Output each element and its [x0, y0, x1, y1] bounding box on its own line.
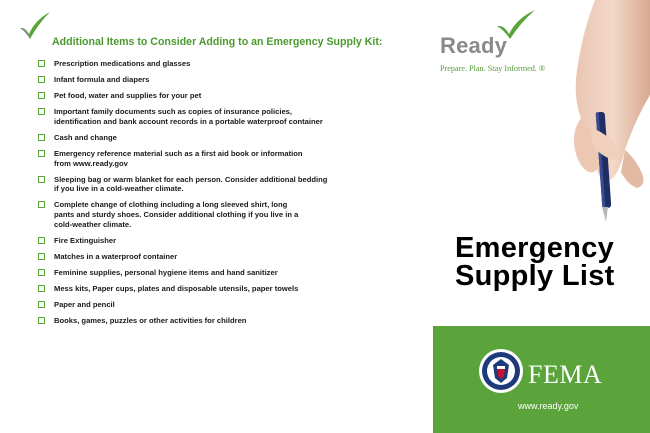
supply-item: [38, 175, 388, 194]
supply-item: [38, 149, 388, 168]
supply-item-text: Books, games, puzzles or other activities for children: [54, 316, 247, 326]
document-title: [455, 234, 615, 290]
checkbox-icon[interactable]: [38, 108, 45, 115]
supply-item: [38, 284, 388, 294]
supply-item-text: Sleeping bag or warm blanket for each person. Consider additional bedding: [54, 174, 328, 184]
supply-item-text: Paper and pencil: [54, 300, 115, 310]
checkbox-icon[interactable]: [38, 301, 45, 308]
checkbox-icon[interactable]: [38, 150, 45, 157]
supply-item: [38, 268, 388, 278]
title-line-1: Emergency: [455, 232, 615, 264]
supply-item-text: Cash and change: [54, 132, 117, 142]
supply-item: [38, 133, 388, 143]
checkbox-icon[interactable]: [38, 201, 45, 208]
checkbox-icon[interactable]: [38, 317, 45, 324]
supply-item: [38, 59, 388, 69]
fema-wordmark: FEMA: [528, 360, 603, 389]
supply-item: [38, 75, 388, 85]
supply-item-text: Important family documents such as copies of insurance policies,: [54, 107, 292, 117]
checkbox-icon[interactable]: [38, 60, 45, 67]
hand-holding-pen-image: [525, 0, 650, 230]
supply-item: [38, 252, 388, 262]
supply-item-list: [38, 59, 388, 326]
supply-item-text: cold-weather climate.: [54, 219, 132, 229]
checkbox-icon[interactable]: [38, 285, 45, 292]
website-link[interactable]: www.ready.gov: [518, 401, 579, 411]
checkbox-icon[interactable]: [38, 92, 45, 99]
title-line-2: Supply List: [455, 260, 615, 292]
supply-item-text: from www.ready.gov: [54, 158, 128, 168]
supply-item: [38, 91, 388, 101]
supply-item-text: Prescription medications and glasses: [54, 59, 191, 68]
supply-item-text: Pet food, water and supplies for your pet: [54, 91, 202, 101]
supply-item: [38, 300, 388, 310]
supply-item-text: Feminine supplies, personal hygiene items and hand sanitizer: [54, 267, 278, 277]
supply-item-text: Mess kits, Paper cups, plates and disposable utensils, paper towels: [54, 284, 299, 293]
supply-item: [38, 316, 388, 326]
supply-item-text: Matches in a waterproof container: [54, 251, 178, 261]
checkbox-icon[interactable]: [38, 176, 45, 183]
checkbox-icon[interactable]: [38, 237, 45, 244]
supply-item-text: identification and bank account records in a portable waterproof container: [54, 116, 323, 126]
section-heading: Additional Items to Consider Adding to an Emergency Supply Kit:: [52, 36, 383, 48]
checkbox-icon[interactable]: [38, 134, 45, 141]
supply-item-text: Complete change of clothing including a long sleeved shirt, long: [54, 200, 288, 210]
checkbox-icon[interactable]: [38, 253, 45, 260]
supply-item-text: Fire Extinguisher: [54, 235, 117, 245]
ready-logo-word: Ready: [440, 33, 508, 58]
supply-item-text: Infant formula and diapers: [54, 75, 150, 85]
supply-item: [38, 236, 388, 246]
supply-item-text: pants and sturdy shoes. Consider additional clothing if you live in a: [54, 210, 299, 220]
supply-item-text: if you live in a cold-weather climate.: [54, 184, 184, 194]
checkmark-swoosh-icon: [18, 10, 52, 40]
ready-tagline: Prepare. Plan. Stay Informed. ®: [440, 64, 546, 73]
checkbox-icon[interactable]: [38, 76, 45, 83]
dhs-seal-icon: [478, 348, 524, 394]
checkbox-icon[interactable]: [38, 269, 45, 276]
supply-item-text: Emergency reference material such as a first aid book or information: [54, 149, 303, 159]
supply-item: [38, 107, 388, 126]
supply-item: [38, 200, 388, 229]
